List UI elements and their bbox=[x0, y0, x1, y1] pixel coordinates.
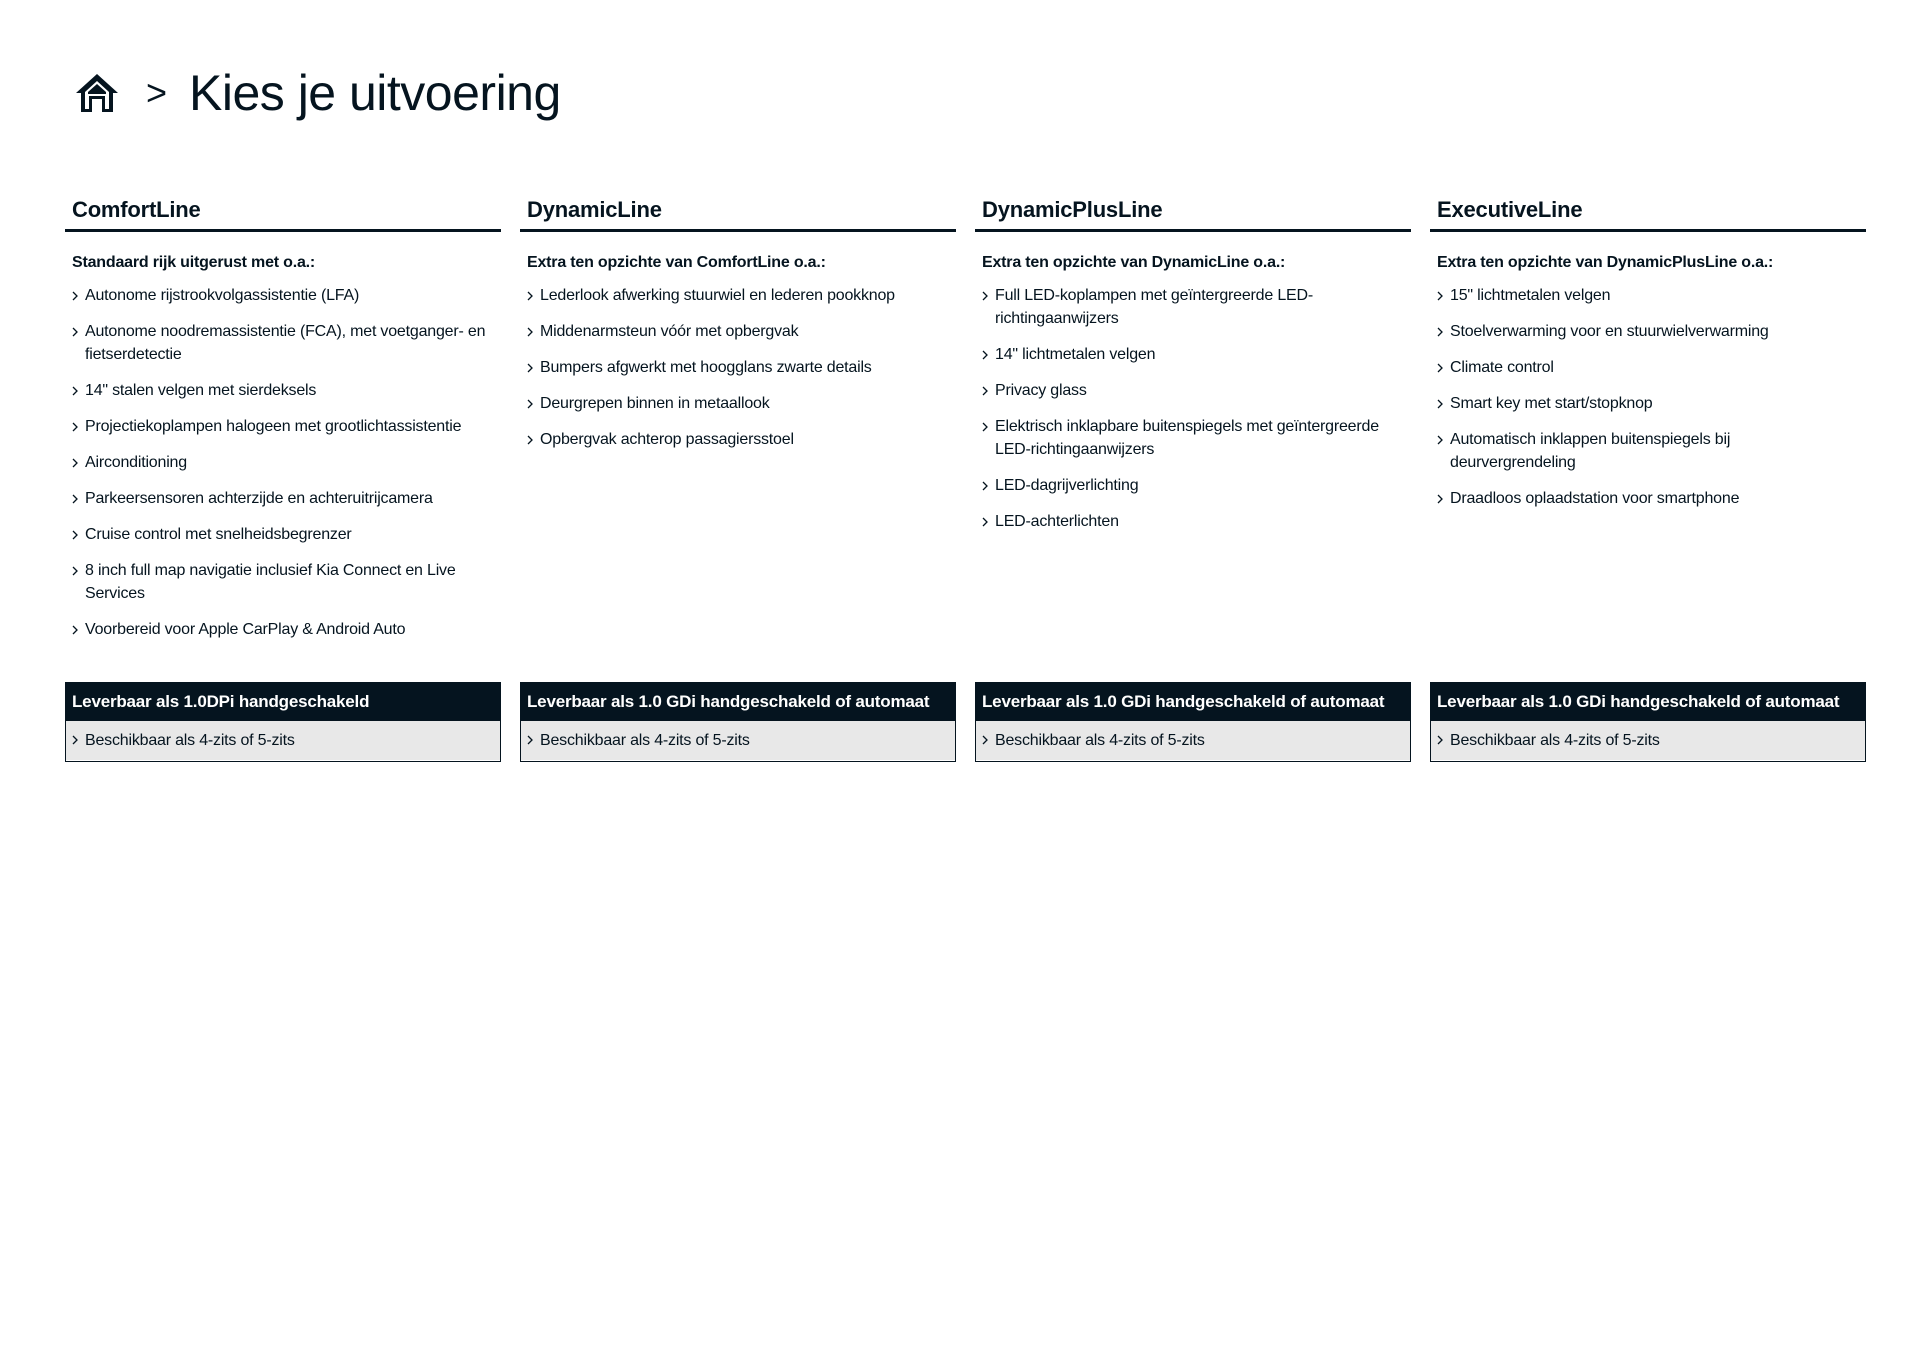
chevron-right-icon bbox=[527, 291, 533, 301]
trim-column-comfortline bbox=[65, 190, 501, 762]
chevron-right-icon bbox=[72, 735, 78, 745]
seats-text: Beschikbaar als 4-zits of 5-zits bbox=[995, 732, 1205, 749]
seats-text: Beschikbaar als 4-zits of 5-zits bbox=[1450, 732, 1660, 749]
chevron-right-icon bbox=[1437, 399, 1443, 409]
feature-text: Airconditioning bbox=[85, 454, 187, 471]
list-item bbox=[520, 356, 956, 379]
trim-name: DynamicLine bbox=[520, 190, 956, 232]
feature-text: Middenarmsteun vóór met opbergvak bbox=[540, 323, 799, 340]
list-item bbox=[65, 284, 501, 307]
list-item bbox=[1430, 487, 1866, 510]
feature-text: Privacy glass bbox=[995, 382, 1087, 399]
chevron-right-icon bbox=[982, 517, 988, 527]
feature-text: Climate control bbox=[1450, 359, 1554, 376]
feature-text: Bumpers afgwerkt met hoogglans zwarte details bbox=[540, 359, 872, 376]
list-item bbox=[65, 320, 501, 366]
chevron-right-icon bbox=[1437, 435, 1443, 445]
feature-text: Projectiekoplampen halogeen met grootlichtassistentie bbox=[85, 418, 462, 435]
chevron-right-icon bbox=[527, 399, 533, 409]
list-item bbox=[65, 523, 501, 546]
feature-text: Autonome rijstrookvolgassistentie (LFA) bbox=[85, 287, 360, 304]
chevron-right-icon bbox=[72, 566, 78, 576]
trim-subtitle: Extra ten opzichte van ComfortLine o.a.: bbox=[527, 254, 826, 271]
chevron-right-icon bbox=[72, 291, 78, 301]
feature-text: 8 inch full map navigatie inclusief Kia Connect en Live Services bbox=[85, 562, 456, 602]
availability-seats bbox=[976, 721, 1410, 760]
availability-box bbox=[65, 682, 501, 762]
availability-engine: Leverbaar als 1.0 GDi handgeschakeld of automaat bbox=[1431, 683, 1865, 721]
list-item bbox=[65, 559, 501, 605]
trim-name: ExecutiveLine bbox=[1430, 190, 1866, 232]
chevron-right-icon bbox=[1437, 735, 1443, 745]
chevron-right-icon bbox=[527, 327, 533, 337]
home-icon[interactable] bbox=[74, 70, 120, 116]
list-item bbox=[65, 451, 501, 474]
chevron-right-icon bbox=[72, 327, 78, 337]
list-item bbox=[520, 392, 956, 415]
feature-text: 14" lichtmetalen velgen bbox=[995, 346, 1156, 363]
breadcrumb bbox=[74, 58, 561, 128]
availability-box bbox=[520, 682, 956, 762]
chevron-right-icon bbox=[982, 481, 988, 491]
list-item bbox=[1430, 428, 1866, 474]
feature-text: Voorbereid voor Apple CarPlay & Android Auto bbox=[85, 621, 406, 638]
list-item bbox=[520, 320, 956, 343]
availability-seats bbox=[1431, 721, 1865, 760]
list-item bbox=[1430, 320, 1866, 343]
seats-text: Beschikbaar als 4-zits of 5-zits bbox=[85, 732, 295, 749]
list-item bbox=[975, 510, 1411, 533]
chevron-right-icon bbox=[527, 435, 533, 445]
availability-box bbox=[1430, 682, 1866, 762]
feature-text: Smart key met start/stopknop bbox=[1450, 395, 1653, 412]
chevron-right-icon bbox=[527, 363, 533, 373]
list-item bbox=[1430, 284, 1866, 307]
chevron-right-icon bbox=[1437, 291, 1443, 301]
feature-list bbox=[520, 284, 956, 451]
list-item bbox=[65, 379, 501, 402]
list-item bbox=[65, 487, 501, 510]
list-item bbox=[65, 415, 501, 438]
availability-engine: Leverbaar als 1.0 GDi handgeschakeld of automaat bbox=[521, 683, 955, 721]
feature-text: Automatisch inklappen buitenspiegels bij deurvergrendeling bbox=[1450, 431, 1731, 471]
trim-columns bbox=[65, 190, 1867, 762]
feature-text: Deurgrepen binnen in metaallook bbox=[540, 395, 770, 412]
availability-box bbox=[975, 682, 1411, 762]
feature-text: Opbergvak achterop passagiersstoel bbox=[540, 431, 794, 448]
list-item bbox=[975, 284, 1411, 330]
feature-text: Lederlook afwerking stuurwiel en lederen pookknop bbox=[540, 287, 895, 304]
feature-text: LED-achterlichten bbox=[995, 513, 1119, 530]
chevron-right-icon bbox=[982, 735, 988, 745]
trim-subtitle: Extra ten opzichte van DynamicLine o.a.: bbox=[982, 254, 1286, 271]
trim-column-dynamicplusline bbox=[975, 190, 1411, 762]
list-item bbox=[520, 284, 956, 307]
chevron-right-icon bbox=[527, 735, 533, 745]
breadcrumb-separator: > bbox=[146, 72, 168, 113]
list-item bbox=[1430, 392, 1866, 415]
list-item bbox=[975, 415, 1411, 461]
page-title: Kies je uitvoering bbox=[189, 65, 561, 121]
feature-list bbox=[975, 284, 1411, 533]
list-item bbox=[975, 379, 1411, 402]
feature-text: Cruise control met snelheidsbegrenzer bbox=[85, 526, 352, 543]
chevron-right-icon bbox=[72, 494, 78, 504]
feature-text: LED-dagrijverlichting bbox=[995, 477, 1139, 494]
trim-subtitle: Standaard rijk uitgerust met o.a.: bbox=[72, 254, 316, 271]
seats-text: Beschikbaar als 4-zits of 5-zits bbox=[540, 732, 750, 749]
chevron-right-icon bbox=[72, 625, 78, 635]
availability-engine: Leverbaar als 1.0 GDi handgeschakeld of automaat bbox=[976, 683, 1410, 721]
list-item bbox=[520, 428, 956, 451]
feature-text: 14" stalen velgen met sierdeksels bbox=[85, 382, 317, 399]
list-item bbox=[975, 474, 1411, 497]
feature-text: Parkeersensoren achterzijde en achteruitrijcamera bbox=[85, 490, 433, 507]
trim-column-executiveline bbox=[1430, 190, 1866, 762]
chevron-right-icon bbox=[1437, 327, 1443, 337]
trim-subtitle: Extra ten opzichte van DynamicPlusLine o.a.: bbox=[1437, 254, 1774, 271]
chevron-right-icon bbox=[72, 530, 78, 540]
feature-text: Draadloos oplaadstation voor smartphone bbox=[1450, 490, 1740, 507]
list-item bbox=[975, 343, 1411, 366]
chevron-right-icon bbox=[982, 386, 988, 396]
trim-name: ComfortLine bbox=[65, 190, 501, 232]
feature-text: 15" lichtmetalen velgen bbox=[1450, 287, 1611, 304]
chevron-right-icon bbox=[72, 458, 78, 468]
feature-list bbox=[1430, 284, 1866, 510]
chevron-right-icon bbox=[982, 350, 988, 360]
chevron-right-icon bbox=[1437, 363, 1443, 373]
feature-text: Full LED-koplampen met geïntergreerde LED-richtingaanwijzers bbox=[995, 287, 1313, 327]
list-item bbox=[1430, 356, 1866, 379]
chevron-right-icon bbox=[72, 422, 78, 432]
chevron-right-icon bbox=[1437, 494, 1443, 504]
chevron-right-icon bbox=[982, 291, 988, 301]
trim-name: DynamicPlusLine bbox=[975, 190, 1411, 232]
trim-column-dynamicline bbox=[520, 190, 956, 762]
chevron-right-icon bbox=[982, 422, 988, 432]
list-item bbox=[65, 618, 501, 641]
feature-text: Autonome noodremassistentie (FCA), met voetganger- en fietserdetectie bbox=[85, 323, 486, 363]
availability-engine: Leverbaar als 1.0DPi handgeschakeld bbox=[66, 683, 500, 721]
availability-seats bbox=[521, 721, 955, 760]
feature-list bbox=[65, 284, 501, 641]
chevron-right-icon bbox=[72, 386, 78, 396]
feature-text: Stoelverwarming voor en stuurwielverwarming bbox=[1450, 323, 1769, 340]
availability-seats bbox=[66, 721, 500, 760]
feature-text: Elektrisch inklapbare buitenspiegels met geïntergreerde LED-richtingaanwijzers bbox=[995, 418, 1379, 458]
